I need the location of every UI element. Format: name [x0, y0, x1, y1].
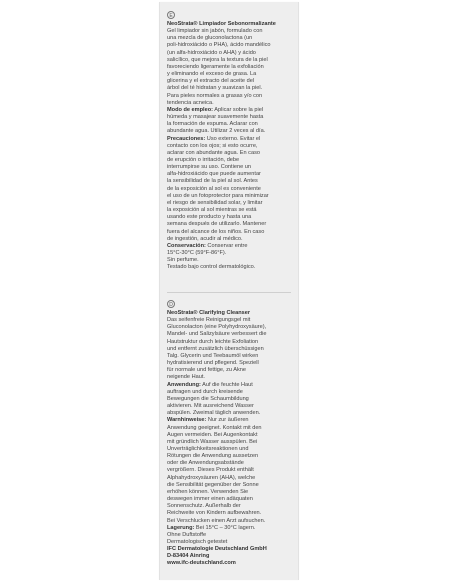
warnings-line: die Sensibilität gegenüber der Sonne [167, 481, 259, 488]
warnings-line: Sonnenschutz. Außerhalb der [167, 503, 241, 510]
precautions-line [167, 136, 295, 143]
company-address: D-83404 Ainring [167, 553, 210, 560]
storage-line [167, 243, 295, 250]
description-line: Gluconolacton (eine Polyhydroxysäure), [167, 324, 267, 331]
description-line: und entfernt zusätzlich überschüssigen [167, 345, 264, 352]
description-line: (un alfa-hidroxiácido o AHA) y ácido [167, 49, 256, 56]
storage-text: Conservar entre [205, 242, 248, 249]
warnings-text: Nur zur äußeren [206, 417, 249, 424]
language-code-badge-es: E [167, 11, 175, 19]
description-line: tendencia acneica. [167, 99, 214, 106]
precautions-line: interrumpirse su uso. Contiene un [167, 164, 251, 171]
warnings-line: Unverträglichkeitsreaktionen und [167, 445, 249, 452]
warnings-line: Anwendung geeignet. Kontakt mit den [167, 424, 262, 431]
warnings-line: erhöhen können. Verwenden Sie [167, 488, 249, 495]
description-line: glicerina y el extracto del aceite del [167, 78, 255, 85]
warnings-line: vergrößern. Dieses Produkt enthält [167, 467, 254, 474]
usage-line: aktivieren. Mit ausreichend Wasser [167, 403, 254, 410]
storage-line: Dermatologisch getestet [167, 539, 228, 545]
warnings-line: Rötungen die Anwendung aussetzen [167, 453, 259, 460]
usage-line: abundante agua. Utilizar 2 veces al día. [167, 128, 266, 135]
warnings-line: Augen vermeiden. Bei Augenkontakt [167, 431, 258, 438]
description-line: hydratisierend und pflegend. Speziell [167, 360, 259, 367]
description-line: favoreciendo ligeramente la exfoliación [167, 63, 264, 70]
precautions-line: aclarar con abundante agua. En caso [167, 149, 260, 156]
usage-line: Bewegungen die Schaumbildung [167, 395, 249, 402]
precautions-line: de la exposición al sol es conveniente [167, 185, 261, 192]
storage-line: Ohne Duftstoffe [167, 531, 207, 538]
warnings-line: mit gründlich Wasser ausspülen. Bei [167, 438, 258, 445]
storage-label-es: Conservación: [167, 242, 206, 249]
description-line: salicílico, que mejora la textura de la piel [167, 56, 268, 63]
description-line: una mezcla de gluconolactona (un [167, 35, 253, 42]
usage-line: auftragen und durch kreisende [167, 388, 243, 395]
warnings-line: deswegen immer einen adäquaten [167, 496, 253, 503]
description-line: für normale und fettige, zu Akne [167, 367, 246, 374]
precautions-line: fuera del alcance de los niños. En caso [167, 228, 265, 235]
language-code-badge-de: D [167, 300, 175, 308]
description-line: Para pieles normales a grasas y/o con [167, 92, 263, 99]
warnings-line: Reichweite von Kindern aufbewahren. [167, 510, 262, 517]
warnings-line: Alphahydroxysäuren (AHA), welche [167, 474, 256, 481]
storage-label-de: Lagerung: [167, 524, 195, 531]
usage-label-es: Modo de empleo: [167, 106, 213, 113]
precautions-line: la sensibilidad de la piel al sol. Antes [167, 178, 258, 185]
warnings-label-de: Warnhinweise: [167, 417, 207, 424]
precautions-line: usando este producto y hasta una [167, 214, 252, 221]
description-line: poli-hidroxiácido o PHA), ácido mandélico [167, 42, 271, 49]
product-heading-es: NeoStrata® Limpiador Sebonormalizante [167, 21, 276, 27]
usage-line: la formación de espuma. Aclarar con [167, 121, 258, 128]
warnings-line: Bei Verschlucken einen Arzt aufsuchen. [167, 517, 266, 524]
usage-text: Aplicar sobre la piel [213, 106, 264, 113]
description-line: Mandel- und Salizylsäure verbessert die [167, 331, 267, 338]
precautions-line: semana después de utilizarlo. Mantener [167, 221, 267, 228]
precautions-line: de erupción o irritación, debe [167, 156, 240, 163]
usage-line [167, 382, 295, 389]
description-line: y eliminando el exceso de grasa. La [167, 71, 257, 78]
warnings-line: oder die Anwendungsabstände [167, 460, 244, 467]
precautions-line: el uso de un fotoprotector para minimizar [167, 192, 269, 199]
storage-text: Bei 15°C – 30°C lagern. [194, 524, 256, 531]
storage-line: Testado bajo control dermatológico. [167, 264, 256, 271]
description-line: Talg. Glycerin und Teebaumöl wirken [167, 352, 259, 359]
usage-label-de: Anwendung: [167, 381, 201, 388]
company-name: IFC Dermatologie Deutschland GmbH [167, 546, 267, 553]
description-line: Hautstruktur durch leichte Exfoliation [167, 338, 259, 345]
description-line: Das seifenfreie Reinigungsgel mit [167, 317, 251, 324]
precautions-line: la exposición al sol mientras se está [167, 207, 257, 214]
usage-line [167, 107, 295, 114]
storage-line: 15°C-30°C (59°F-86°F). [167, 250, 227, 256]
usage-line: húmeda y masajear suavemente hasta [167, 114, 264, 121]
storage-line: Sin perfume. [167, 257, 199, 264]
company-website: www.ifc-deutschland.com [167, 560, 236, 567]
warnings-line [167, 417, 295, 424]
storage-line [167, 525, 295, 532]
precautions-line: alfa-hidroxiácido que puede aumentar [167, 171, 261, 178]
precautions-text: Uso externo. Evitar el [205, 135, 261, 142]
precautions-line: de ingestión, acudir al médico. [167, 235, 243, 242]
usage-text: Auf die feuchte Haut [200, 381, 253, 388]
section-divider [167, 292, 291, 293]
precautions-label-es: Precauciones: [167, 135, 206, 142]
description-line: neigende Haut. [167, 374, 205, 381]
precautions-line: contacto con los ojos; si esto ocurre, [167, 142, 258, 149]
precautions-line: el riesgo de sensibilidad solar, y limitar [167, 199, 263, 206]
german-section [167, 300, 295, 568]
description-line: Gel limpiador sin jabón, formulado con [167, 28, 263, 35]
product-heading-de: NeoStrata® Clarifying Cleanser [167, 310, 251, 316]
description-line: árbol del té hidratan y suavizan la piel. [167, 85, 263, 92]
spanish-section [167, 11, 295, 271]
product-leaflet-panel [159, 2, 299, 580]
usage-line: abspülen. Zweimal täglich anwenden. [167, 410, 261, 417]
